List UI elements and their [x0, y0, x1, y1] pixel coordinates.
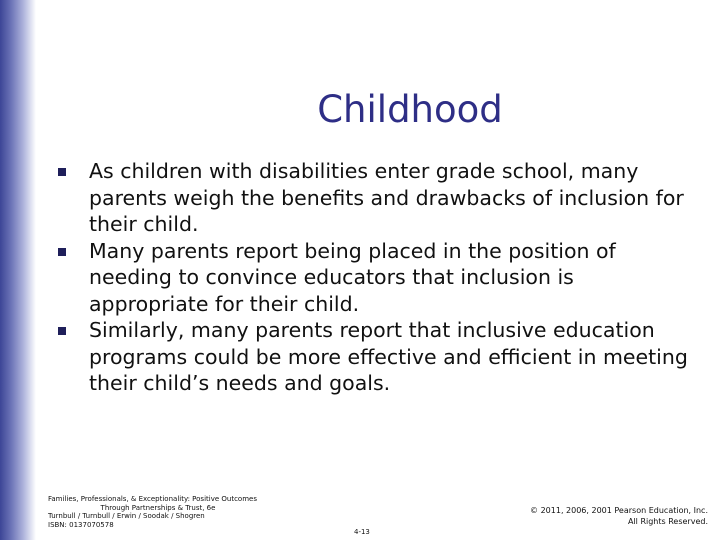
- copyright-line2: All Rights Reserved.: [627, 517, 708, 526]
- square-bullet-icon: [58, 168, 66, 176]
- bullet-text: As children with disabilities enter grade school, many parents weigh the benefits and drawbacks of inclusion for their child.: [89, 159, 684, 236]
- page-number: 4-13: [354, 528, 370, 536]
- square-bullet-icon: [58, 327, 66, 335]
- copyright-line1: © 2011, 2006, 2001 Pearson Education, Inc.: [530, 506, 708, 515]
- bullet-item: [58, 158, 688, 238]
- book-citation: [48, 495, 268, 529]
- book-title-line2: Through Partnerships & Trust, 6e: [100, 503, 216, 512]
- copyright-notice: [448, 505, 708, 527]
- bullet-item: [58, 238, 688, 318]
- bullet-text: Similarly, many parents report that inclusive education programs could be more effective and efficient in meeting their child’s needs and goals.: [89, 318, 688, 395]
- slide-title: Childhood: [317, 88, 503, 131]
- book-authors: Turnbull / Turnbull / Erwin / Soodak / Shogren: [48, 512, 205, 521]
- bullet-list: [58, 158, 688, 397]
- decorative-side-gradient: [0, 0, 36, 540]
- book-title-line1: Families, Professionals, & Exceptionality: Positive Outcomes: [48, 495, 257, 503]
- square-bullet-icon: [58, 248, 66, 256]
- bullet-text: Many parents report being placed in the position of needing to convince educators that inclusion is appropriate for their child.: [89, 238, 616, 316]
- bullet-item: [58, 317, 688, 397]
- book-isbn: ISBN: 0137070578: [48, 520, 114, 529]
